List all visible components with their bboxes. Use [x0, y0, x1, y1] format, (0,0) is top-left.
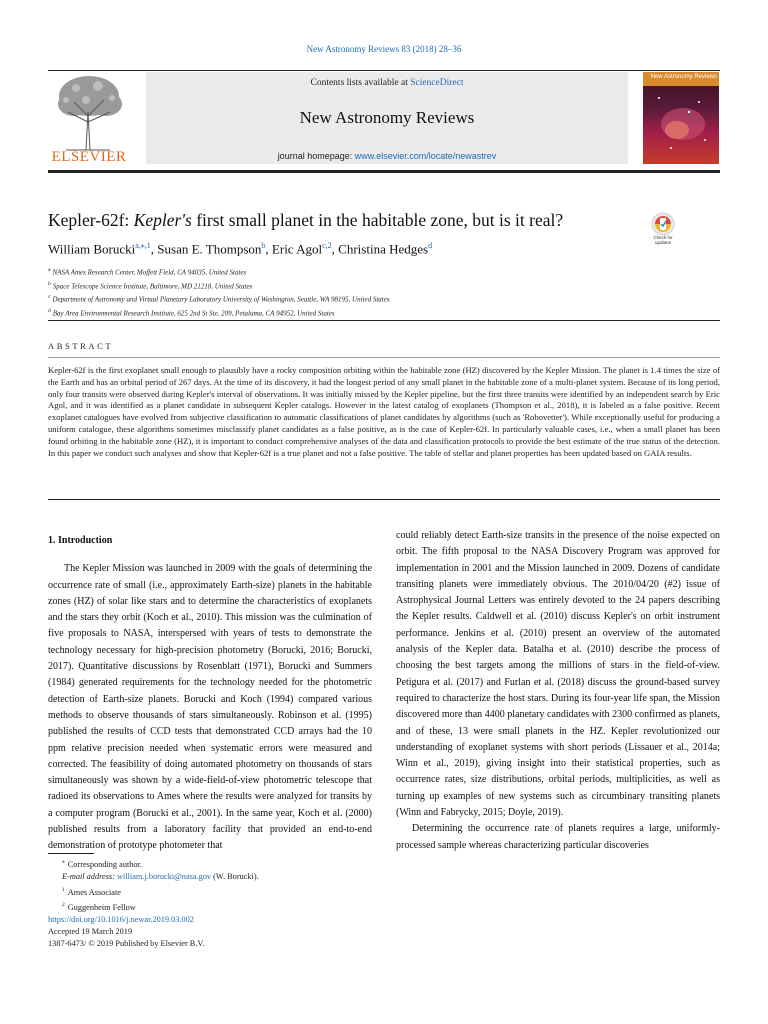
footnote-email	[48, 871, 372, 884]
affiliation-mark: a	[48, 267, 51, 273]
sciencedirect-link[interactable]: ScienceDirect	[410, 78, 464, 88]
doi-link[interactable]: https://doi.org/10.1016/j.newar.2019.03.002	[48, 915, 194, 924]
footnote-mark: ⁎	[62, 859, 65, 865]
body-column-right	[396, 528, 720, 854]
author-name[interactable]: Eric Agol	[271, 241, 323, 257]
homepage-link[interactable]: www.elsevier.com/locate/newastrev	[354, 151, 497, 161]
accepted-date: Accepted 19 March 2019	[48, 926, 133, 936]
article-front-matter	[48, 914, 372, 949]
author-separator: ,	[331, 241, 339, 257]
footnote-1	[48, 884, 372, 899]
affiliation-text: Bay Area Environmental Research Institute, 625 2nd St Ste. 209, Petaluma, CA 94952, United States	[52, 309, 335, 318]
section-rule	[48, 499, 720, 500]
author-marks[interactable]: b	[261, 241, 266, 250]
cover-title: New Astronomy Reviews	[650, 74, 717, 80]
check-for-updates-button[interactable]	[646, 212, 680, 252]
author-name[interactable]: Susan E. Thompson	[157, 241, 262, 257]
affiliation-list	[48, 265, 648, 320]
affiliation-text: Department of Astronomy and Virtual Planetary Laboratory University of Washington, Seattle, WA 98195, United States	[52, 295, 390, 304]
abstract-heading: ABSTRACT	[48, 341, 114, 351]
affiliation-text: Space Telescope Science Institute, Baltimore, MD 21218, United States	[52, 281, 253, 290]
check-for-updates-label: Check for updates	[653, 235, 673, 245]
affiliation-mark: b	[48, 280, 51, 287]
author-marks[interactable]: c,2	[322, 241, 332, 250]
footnote-rule	[48, 853, 94, 854]
email-link[interactable]: william.j.borucki@nasa.gov	[117, 872, 212, 882]
author-marks[interactable]: d	[428, 241, 433, 250]
affiliation-item	[48, 292, 648, 306]
journal-title: New Astronomy Reviews	[299, 108, 475, 127]
journal-reference[interactable]: New Astronomy Reviews 83 (2018) 28–36	[306, 44, 462, 54]
body-paragraph: The Kepler Mission was launched in 2009 with the goals of determining the occurrence rate of small (i.e., approximately Earth-size) planets in the habitable zones (HZ) of solar like stars and to determine the characteristics of exoplanets and the stars they orbit (Koch et al., 2010). This mission was the culmination of five proposals to NASA, interspersed with years of tests to demonstrate the technology necessary for high-precision photometry (Borucki, 2016; Borucki, 2017). Quantitative discussions by Rosenblatt (1971), Borucki and Summers (1984) generated requirements for the technology needed for the photometric detection of Earth-size planets. Borucki and Koch (1994) compared various methods to observe thousands of stars simultaneously. Robinson et al. (1995) published the results of CCD tests that demonstrated CCD arrays had the 10 ppm relative precision needed when systematic errors were measured and corrected. The feasibility of doing automated photometry on thousands of stars simultaneously was shown by a wide-field-of-view photometric telescope that radioed its observations to Ames where the results were analyzed for transits by a computer program (Borucki et al., 2001). In the same year, Koch et al. (2000) published results from a laboratory facility that provided an end-to-end demonstration of prototype photometer that	[48, 563, 372, 852]
affiliation-mark: d	[48, 307, 51, 314]
title-italic-part: Kepler's	[133, 210, 192, 230]
footnotes	[48, 856, 372, 914]
footnote-text: Guggenheim Fellow	[67, 902, 136, 912]
email-suffix: (W. Borucki).	[211, 872, 259, 882]
affiliation-item	[48, 265, 648, 279]
section-rule	[48, 320, 720, 321]
check-for-updates-icon	[646, 212, 680, 236]
affiliation-mark: c	[48, 294, 51, 301]
cover-nebula-art	[649, 88, 713, 158]
masthead-rule	[48, 170, 720, 173]
author-separator: ,	[150, 241, 158, 257]
footnote-mark: 2	[62, 902, 65, 909]
author-list	[48, 241, 648, 257]
affiliation-text: NASA Ames Research Center, Moffett Field, CA 94035, United States	[52, 268, 247, 277]
author-marks[interactable]: a,⁎,1	[135, 241, 151, 250]
author-name[interactable]: Christina Hedges	[338, 241, 429, 257]
section-heading: 1. Introduction	[48, 535, 113, 546]
email-label: E-mail address:	[62, 872, 115, 882]
journal-masthead	[146, 72, 628, 164]
title-part: Kepler-62f:	[48, 210, 134, 230]
affiliation-item	[48, 306, 648, 320]
footnote-text: Ames Associate	[67, 887, 121, 897]
homepage-line	[146, 151, 628, 161]
article-title	[48, 210, 638, 231]
homepage-prefix: journal homepage:	[277, 151, 355, 161]
journal-cover-image[interactable]	[643, 72, 719, 164]
copyright-line: 1387-6473/ © 2019 Published by Elsevier B.V.	[48, 938, 205, 948]
title-part: first small planet in the habitable zone, but is it real?	[191, 210, 564, 230]
footnote-mark: 1	[62, 886, 65, 893]
footnote-text: Corresponding author.	[67, 859, 142, 869]
elsevier-wordmark: ELSEVIER	[51, 149, 127, 165]
author-name[interactable]: William Borucki	[48, 241, 136, 257]
author-separator: ,	[265, 241, 272, 257]
body-column-left	[48, 533, 372, 855]
contents-prefix: Contents lists available at	[310, 78, 411, 88]
abstract-text: Kepler-62f is the first exoplanet small enough to plausibly have a rocky composition orbiting within the habitable zone (HZ) discovered by the Kepler Mission. The planet is 1.4 times the size of the Earth and has an orbital period of 267 days. At the time of its discovery, it had the longest period of any small planet in the habitable zone of a multi-planet system. Because of its long period, only four transits were observed during Kepler's interval of observations. It was initially missed by the Kepler pipeline, but the first three transits were identified by an independent search by Eric Agol, and it was identified as a planet candidate in subsequent Kepler catalogs. However in the latest catalog of exoplanets (Thompson et al., 2018), it is labeled as a false positive. Recent exoplanet catalogues have evolved from subjective classification to automatic classifications of planet candidates by algorithms (such as 'Robovetter'). While exceptionally useful for producing a uniform catalogue, these algorithms sometimes misclassify planet candidates as a false positive, as is the case of Kepler-62f. In particularly valuable cases, i.e., when a small planet has been found orbiting in the habitable zone (HZ), it is important to conduct comprehensive analyses of the data and classification protocols to provide the best estimate of the true status of the detection. In this paper we conduct such analyses and show that Kepler-62f is a true planet and not a false positive. The table of stellar and planet properties has been updated based on GAIA results.	[48, 365, 720, 458]
abstract-rule	[48, 357, 720, 358]
footnote-corresponding	[48, 856, 372, 871]
footnote-2	[48, 899, 372, 914]
body-paragraph: could reliably detect Earth-size transits in the presence of the noise expected on orbit. The fifth proposal to the NASA Discovery Program was approved for implementation in 2001 and the Mission launched in 2009. Dozens of candidate transiting planets were immediately obvious. The 2010/04/20 (#2) issue of Astrophysical Journal Letters was entirely devoted to the 24 papers describing the Kepler results. Caldwell et al. (2010) discuss Kepler's on orbit instrument performance. Jenkins et al. (2010) present an overview of the automated analysis of the Kepler data. Batalha et al. (2010) describe the process of choosing the best targets among the millions of stars in the field-of-view. Petigura et al. (2017) and Furlan et al. (2018) discuss the ground-based survey required to characterize the host stars. During its four-year life span, the Mission discovered more than 4400 planetary candidates with 2300 confirmed as planets, and of these, 13 were small planets in the HZ. Kepler revolutionized our understanding of exoplanet systems with short periods (Lissauer et al., 2014a; Winn et al., 2019), giving insight into their statistical properties, such as occurrence rates, size distributions, orbital periods, multiplicities, as well as turning up examples of new systems such as circumbinary transiting planets (Winn and Fabrycky, 2015; Doyle, 2019).	[396, 530, 720, 819]
contents-line	[146, 78, 628, 88]
body-paragraph: Determining the occurrence rate of planets requires a large, uniformly-processed sample whereas characterizing particular discoveries	[396, 823, 720, 851]
elsevier-tree-logo	[46, 72, 132, 168]
affiliation-item	[48, 279, 648, 293]
header-rule	[48, 70, 720, 71]
